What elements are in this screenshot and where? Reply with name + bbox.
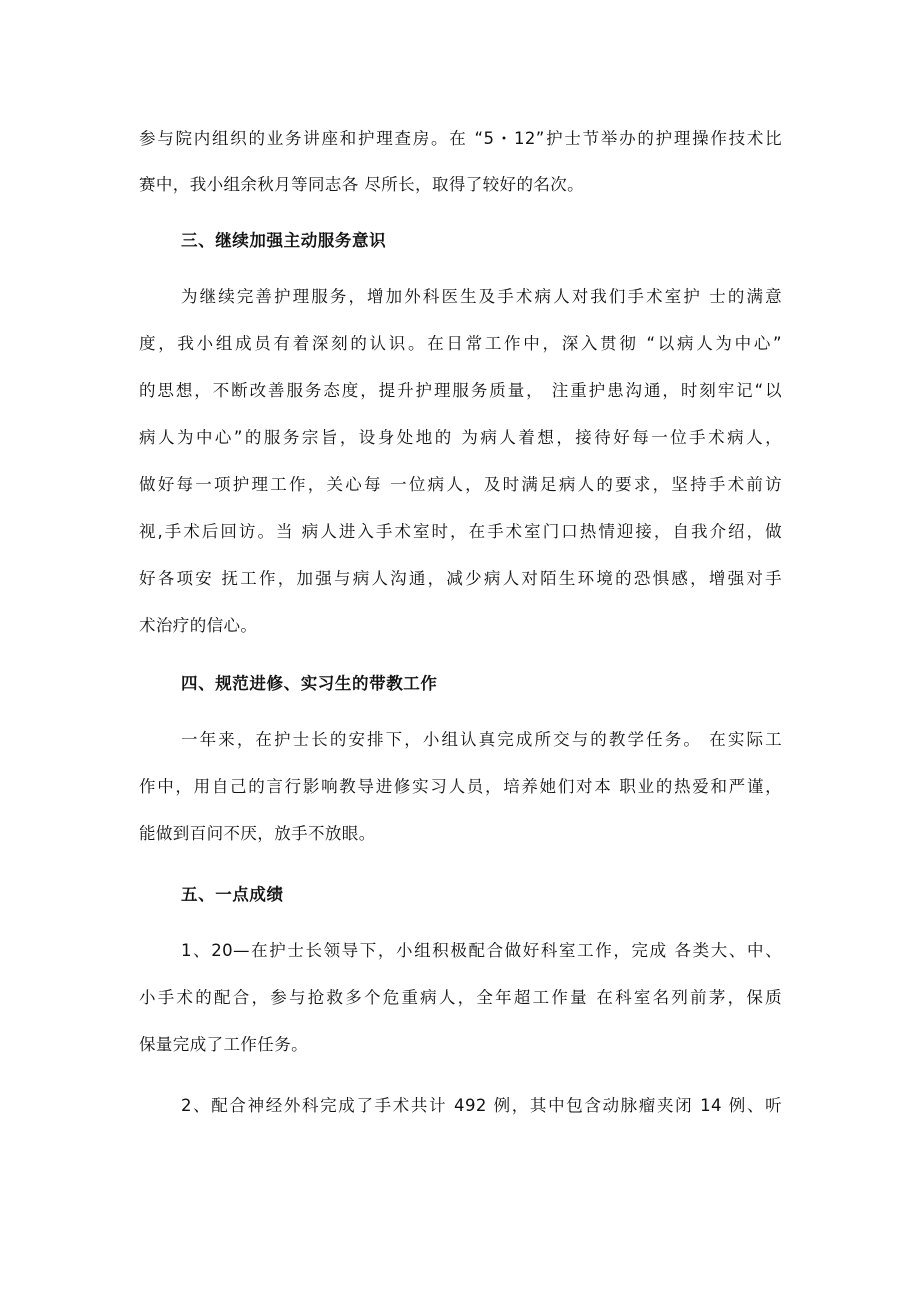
list-item-line: 2、配合神经外科完成了手术共计 492 例，其中包含动脉瘤夹闭 14 例、听	[181, 1096, 782, 1115]
paragraph-line: 好各项安 抚工作，加强与病人沟通，减少病人对陌生环境的恐惧感，增强对手	[139, 569, 782, 588]
paragraph-line: 能做到百问不厌，放手不放眼。	[139, 824, 376, 843]
section-heading-3: 三、继续加强主动服务意识	[181, 231, 387, 250]
list-item-line: 1、20—在护士长领导下，小组积极配合做好科室工作，完成 各类大、中、	[181, 941, 782, 960]
list-item-line: 小手术的配合，参与抢救多个危重病人，全年超工作量 在科室名列前茅，保质	[139, 988, 782, 1007]
paragraph-line: 术治疗的信心。	[139, 616, 258, 635]
paragraph-line: 一年来，在护士长的安排下，小组认真完成所交与的教学任务。 在实际工	[181, 730, 782, 749]
paragraph-line: 作中，用自己的言行影响教导进修实习人员，培养她们对本 职业的热爱和严谨，	[139, 777, 782, 796]
section-heading-4: 四、规范进修、实习生的带教工作	[181, 674, 438, 693]
paragraph-line: 做好每一项护理工作，关心每 一位病人，及时满足病人的要求，坚持手术前访	[139, 475, 782, 494]
paragraph-line: 视,手术后回访。当 病人进入手术室时，在手术室门口热情迎接，自我介绍，做	[139, 522, 782, 541]
paragraph-line: 病人为中心”的服务宗旨，设身处地的 为病人着想，接待好每一位手术病人，	[139, 428, 782, 447]
paragraph-line: 参与院内组织的业务讲座和护理查房。在 “5・12”护士节举办的护理操作技术比	[139, 129, 782, 148]
paragraph-line: 赛中，我小组余秋月等同志各 尽所长，取得了较好的名次。	[139, 175, 585, 194]
section-heading-5: 五、一点成绩	[181, 885, 284, 904]
paragraph-line: 度，我小组成员有着深刻的认识。在日常工作中，深入贯彻 “以病人为中心”	[139, 334, 782, 353]
list-item-line: 保量完成了工作任务。	[139, 1035, 308, 1054]
paragraph-line: 的思想，不断改善服务态度，提升护理服务质量， 注重护患沟通，时刻牢记“以	[139, 381, 782, 400]
paragraph-line: 为继续完善护理服务，增加外科医生及手术病人对我们手术室护 士的满意	[181, 287, 782, 306]
